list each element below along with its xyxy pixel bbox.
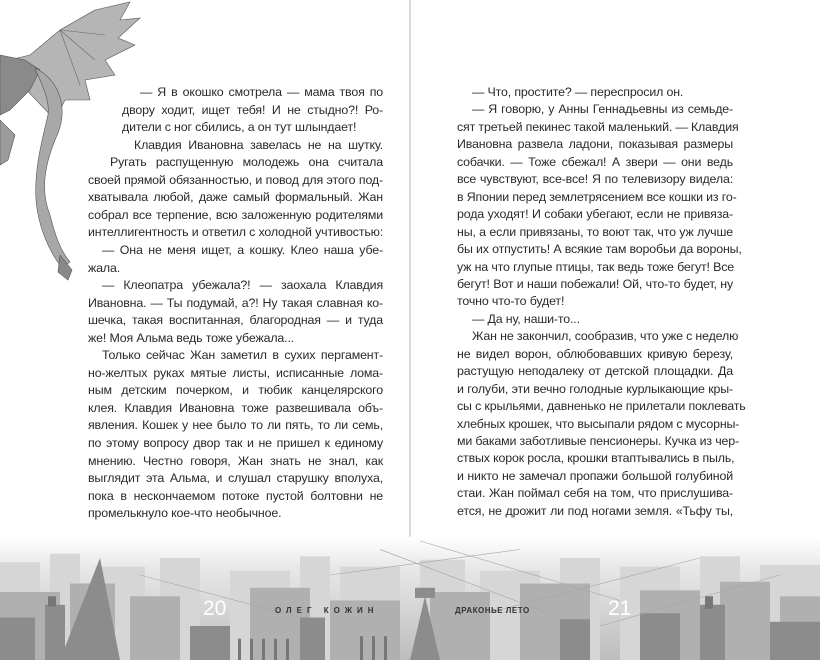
text-line: Клавдия Ивановна завелась не на шутку. — [134, 137, 383, 152]
text-line: точно что-то будет! — [457, 294, 565, 309]
text-line: хлебных крошек, что высыпали рядом с мусорны- — [457, 416, 740, 431]
text-line: — Да ну, наши-то... — [472, 311, 580, 326]
text-line: сят третьей пекинес такой маленький. — Клавдия — [457, 119, 739, 134]
text-line: Ивановна. — Ты подумай, а?! Ну такая славная ко- — [88, 295, 383, 310]
text-line: ны, а если привязаны, то воют так, что уж лучше — [457, 224, 733, 239]
text-line: — Я говорю, у Анны Геннадьевны из семьде- — [472, 102, 733, 117]
text-line: в Японии перед землетрясением все кошки из го- — [457, 189, 737, 204]
text-line: выглядит эта Альма, и слушал старушку вполуха, — [88, 471, 383, 486]
running-head-title: ДРАКОНЬЕ ЛЕТО — [455, 606, 530, 615]
text-line: ствых корок росла, крошки втаптывались в пыль, — [457, 451, 735, 466]
text-line: Жан не закончил, сообразив, что уже с неделю — [472, 329, 739, 344]
text-line: не видел ворон, облюбовавших кривую березу, — [457, 346, 733, 361]
running-head-author: ОЛЕГ КОЖИН — [275, 606, 379, 615]
text-line: промелькнуло кое-что необычное. — [88, 506, 282, 521]
text-line: стаи. Жан поймал себя на том, что прислушива- — [457, 486, 733, 501]
text-line: — Я в окошко смотрела — мама твоя по — [140, 85, 383, 99]
text-line: — Что, простите? — переспросил он. — [472, 85, 684, 99]
right-page-number: 21 — [608, 597, 632, 620]
text-line: и никто не замечал пропажи большой голубиной — [457, 468, 733, 483]
text-line: же! Моя Альма ведь тоже убежала... — [88, 330, 295, 345]
text-line: Только сейчас Жан заметил в сухих пергамент- — [102, 348, 383, 363]
text-line: пока в нескончаемом потоке пустой болтовни не — [88, 488, 383, 503]
text-line: но-желтых руках мятые листы, исписанные лома- — [88, 365, 383, 380]
text-line: двору ходит, ищет тебя! И не стыдно?! Ро- — [122, 102, 383, 117]
text-line: по этому вопросу двор так и не пришел к единому — [88, 436, 383, 450]
text-line: мнению. Честно говоря, Жан знать не знал, как — [88, 453, 383, 468]
left-page-number: 20 — [203, 597, 227, 620]
text-line: сы с крыльями, давненько не прилетали поклевать — [457, 399, 746, 414]
text-line: хватывала любой, даже самый формальный. Жан — [88, 190, 383, 205]
text-line: уж на что глупые птицы, так ведь тоже бегут! Все — [457, 259, 735, 274]
text-line: бы их отпустить! А всякие там воробьи да вороны, — [457, 242, 742, 257]
text-line: своей прямой обязанностью, и повод для этого под- — [88, 172, 383, 187]
cityscape-illustration — [0, 524, 820, 660]
text-line: дители с ног сбились, а он тут шлындает! — [122, 120, 357, 135]
text-line: Ивановна развела ладони, показывая размеры — [457, 137, 733, 152]
text-line: и голуби, эти вечно голодные курлыкающие кры- — [457, 381, 733, 396]
text-line: явления. Кошек у нее было то ли пять, то ли семь, — [88, 418, 383, 433]
text-line: собачки. — Тоже сбежал! А звери — они ведь — [457, 154, 733, 169]
text-line: ется, не дрожит ли под ногами земля. «Тьфу ты, — [457, 503, 733, 518]
text-line: бегут! Вот и наши побежали! Ой, что-то будет, ну — [457, 276, 733, 291]
text-line: — Она не меня ищет, а кошку. Клео наша убе- — [102, 242, 383, 257]
text-line: клея. Клавдия Ивановна тоже развешивала объ- — [88, 400, 383, 415]
text-line: собрал все терпение, всю заложенную родителями — [88, 207, 383, 222]
text-line: ми баками заботливые пенсионеры. Кучка из чер- — [457, 434, 739, 448]
text-line: интеллигентность и ответил с холодной учтивостью: — [88, 225, 384, 240]
text-line: ным детским почерком, и тюбик канцелярского — [88, 383, 383, 398]
text-line: рода уходят! И собаки убегают, если не привяза- — [457, 207, 733, 222]
text-line: растущую неподалеку от детской площадки. Да — [457, 364, 733, 379]
text-line: — Клеопатра убежала?! — заохала Клавдия — [102, 278, 383, 293]
text-line: все чувствуют, все-все! Я по телевизору видела: — [457, 172, 733, 187]
text-line: Ругать распущенную молодежь она считала — [110, 155, 383, 170]
text-line: жала. — [88, 260, 120, 275]
text-line: шечка, такая воспитанная, благородная — и туда — [88, 313, 383, 328]
